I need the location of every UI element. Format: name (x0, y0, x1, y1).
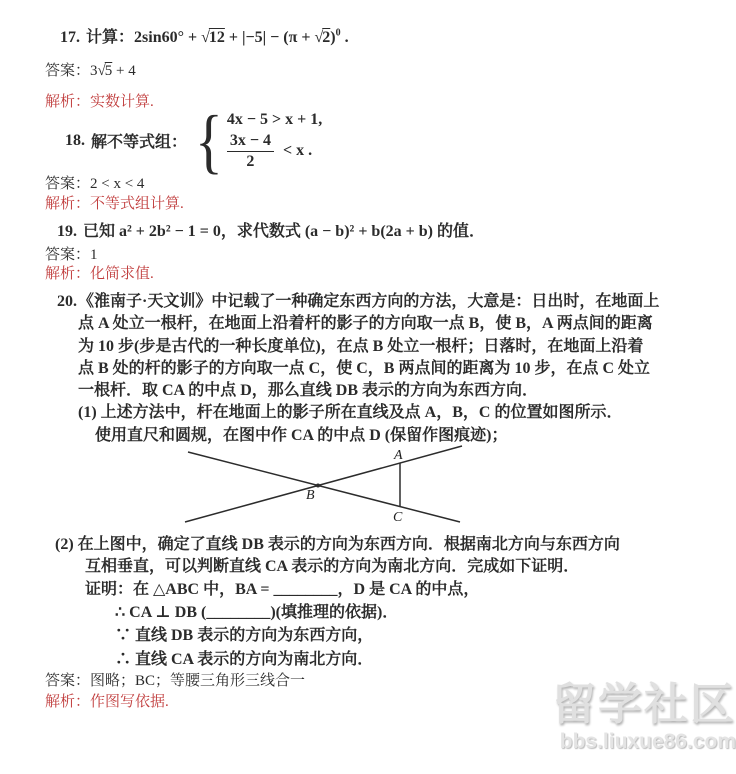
q17-expr-seg3: ) (330, 29, 336, 46)
q18-prompt: 解不等式组： (91, 134, 188, 152)
q17-expression (134, 29, 349, 46)
fraction-numerator: 3x − 4 (227, 132, 274, 152)
q20-para-line: 《淮南子·天文训》中记载了一种确定东西方向的方法，大意是：日出时，在地面上 (78, 293, 660, 310)
q17-prompt: 计算： (86, 29, 135, 46)
radicand-5: 5 (104, 63, 113, 79)
question-19-statement (57, 218, 485, 241)
q20-answer-row (45, 669, 305, 690)
q20-part1-line-2: 使用直尺和圆规，在图中作 CA 的中点 D (保留作图痕迹)； (95, 426, 508, 444)
proof-line-1: 证明：在 △ABC 中，BA = ________，D 是 CA 的中点， (85, 581, 480, 598)
q17-expr-seg1: 2sin60° + (134, 29, 202, 46)
analysis-label: 解析： (45, 196, 91, 212)
answer-label: 答案： (45, 63, 91, 79)
q20-part1-line-1: (1) 上述方法中，杆在地面上的影子所在直线及点 A，B，C 的位置如图所示． (78, 404, 623, 422)
shadow-line-through-ba (185, 446, 462, 522)
q20-proof (85, 578, 479, 671)
sqrt-12 (201, 29, 225, 46)
q20-line-2: 点 A 处立一根杆，在地面上沿着杆的影子的方向取一点 B，使 B，A 两点间的距离 (78, 315, 653, 333)
q17-answer-value (90, 63, 136, 79)
analysis-label: 解析： (45, 94, 91, 110)
q18-answer-value: 2 < x < 4 (90, 176, 145, 192)
q18-answer-row (45, 172, 144, 193)
q20-line-1 (57, 291, 687, 313)
brace-symbol: { (195, 99, 223, 181)
proof-line-2: ∴ CA ⊥ DB (________)(填推理的依据)． (115, 604, 399, 622)
proof-line-3: ∵ 直线 DB 表示的方向为东西方向， (115, 627, 374, 645)
q18-analysis-text: 不等式组计算. (90, 196, 184, 212)
q17-answer-row (45, 59, 136, 80)
analysis-label: 解析： (45, 694, 91, 710)
answer-label: 答案： (45, 247, 91, 263)
sqrt-2 (315, 29, 331, 46)
label-c: C (393, 510, 403, 525)
q18-inequality-1: 4x − 5 > x + 1, (226, 111, 323, 128)
q17-analysis-text: 实数计算. (90, 94, 154, 110)
question-17-statement (60, 24, 349, 47)
q20-part2 (55, 534, 620, 579)
q19-analysis-text: 化简求值. (90, 266, 154, 282)
radical-sign: √ (314, 29, 324, 46)
q19-analysis-row (45, 262, 154, 283)
q18-number: 18. (65, 131, 85, 149)
radicand-12: 12 (208, 29, 225, 46)
proof-line-4: ∴ 直线 CA 表示的方向为南北方向． (115, 650, 374, 668)
q18-inequality-system (227, 111, 322, 170)
q19-number: 19. (57, 223, 77, 240)
q17-answer-pre: 3 (90, 63, 98, 79)
q20-answer-value: 图略；BC；等腰三角形三线合一 (90, 673, 306, 689)
q20-line-5: 一根杆．取 CA 的中点 D，那么直线 DB 表示的方向为东西方向． (78, 382, 539, 400)
watermark-url: bbs.liuxue86.com (559, 730, 736, 753)
q18-inequality-2 (227, 132, 322, 170)
q17-exponent: 0 (335, 27, 341, 39)
answer-label: 答案： (45, 176, 91, 192)
radical-sign: √ (97, 63, 106, 79)
fraction-denominator: 2 (246, 152, 255, 170)
answer-label: 答案： (45, 673, 91, 689)
q20-analysis-row (45, 690, 169, 711)
label-b: B (306, 488, 315, 503)
q19-text: 已知 a² + 2b² − 1 = 0，求代数式 (a − b)² + b(2a + b) 的值． (83, 223, 486, 240)
sqrt-5 (98, 63, 113, 79)
shadow-line-through-bc (188, 452, 460, 522)
radicand-2: 2 (322, 29, 331, 46)
q17-number: 17. (60, 29, 80, 46)
watermark-title: 留学社区 (552, 680, 736, 729)
q20-line-4: 点 B 处的杆的影子的方向取一点 C，使 C，B 两点间的距离为 10 步，在点 C 处立 (78, 359, 651, 377)
question-20-statement (57, 291, 687, 447)
q19-answer-row (45, 243, 98, 264)
fraction (227, 132, 274, 170)
analysis-label: 解析： (45, 266, 91, 282)
q18-inequality-2-tail: < x . (282, 142, 313, 160)
q18-analysis-row (45, 192, 184, 213)
q20-number: 20. (57, 293, 77, 310)
q20-line-3: 为 10 步(步是古代的一种长度单位)，在点 B 处立一根杆；日落时，在地面上沿着 (78, 337, 644, 355)
q17-answer-post: + 4 (112, 63, 136, 79)
q20-part2-line-1: (2) 在上图中，确定了直线 DB 表示的方向为东西方向．根据南北方向与东西方向 (55, 536, 620, 553)
radical-sign: √ (201, 29, 210, 46)
q19-answer-value: 1 (90, 247, 98, 263)
q20-part2-line-2: 互相垂直，可以判断直线 CA 表示的方向为南北方向．完成如下证明． (85, 558, 580, 576)
label-a: A (394, 448, 403, 463)
point-b-dot (316, 484, 320, 488)
q20-analysis-text: 作图写依据. (90, 694, 169, 710)
q17-analysis-row (45, 90, 154, 111)
q17-expr-seg4: . (340, 29, 349, 46)
figure-construction-diagram (150, 442, 550, 532)
watermark (552, 680, 736, 753)
q17-expr-seg2: + |−5| − (π + (224, 29, 315, 46)
